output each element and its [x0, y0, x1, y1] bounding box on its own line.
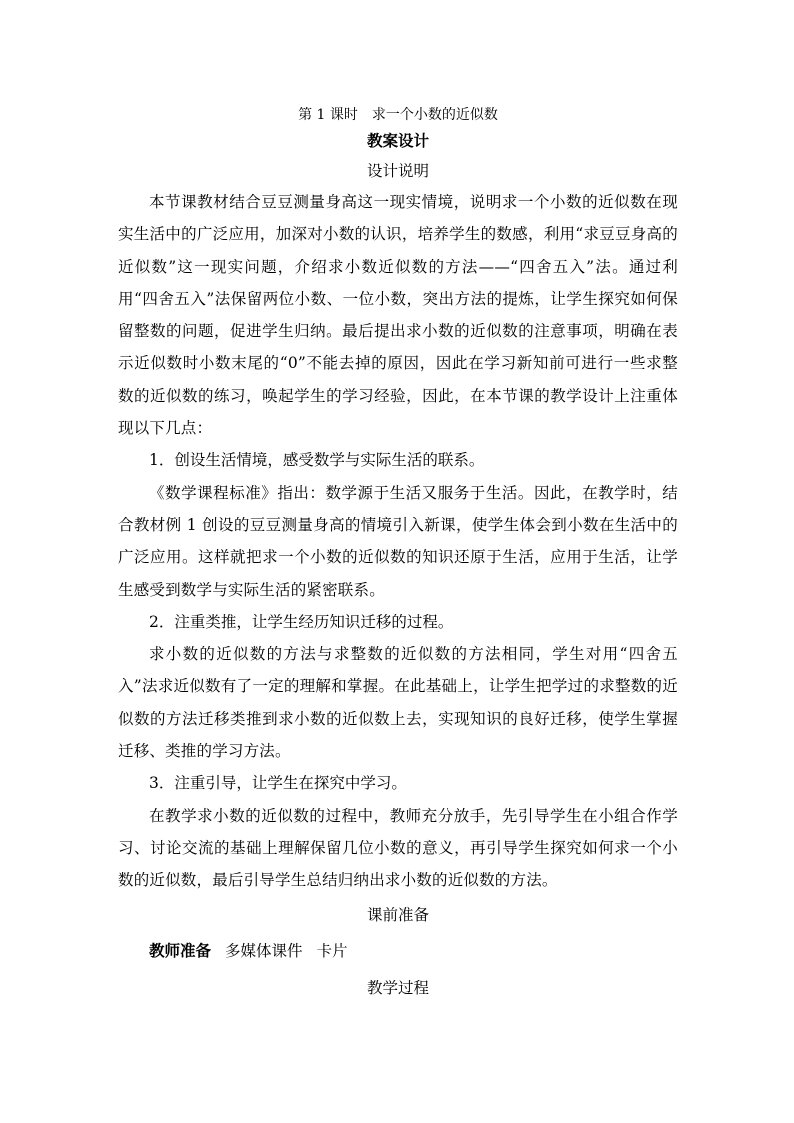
point-3-body: 在教学求小数的近似数的过程中，教师充分放手，先引导学生在小组合作学习、讨论交流的基础上理解保留几位小数的意义，再引导学生探究如何求一个小数的近似数，最后引导学生总结归纳出求小数的近似数的方法。	[118, 806, 678, 890]
teacher-prep-item: 多媒体课件	[225, 941, 303, 960]
teacher-prep-item: 卡片	[316, 941, 348, 960]
preparation-heading: 课前准备	[366, 905, 429, 924]
lesson-plan-page	[118, 104, 678, 1007]
intro-paragraph: 本节课教材结合豆豆测量身高这一现实情境，说明求一个小数的近似数在现实生活中的广泛应用，加深对小数的认识，培养学生的数感，利用“求豆豆身高的近似数”这一现实问题，介绍求小数近似数的方法——“四舍五入”法。通过利用“四舍五入”法保留两位小数、一位小数，突出方法的提炼，让学生探究如何保留整数的问题，促进学生归纳。最后提出求小数的近似数的注意事项，明确在表示近似数时小数末尾的“0”不能去掉的原因，因此在学习新知前可进行一些求整数的近似数的练习，唤起学生的学习经验，因此，在本节课的教学设计上注重体现以下几点：	[118, 193, 678, 438]
teacher-prep-label: 教师准备	[149, 940, 212, 960]
point-2-body: 求小数的近似数的方法与求整数的近似数的方法相同，学生对用“四舍五入”法求近似数有了一定的理解和掌握。在此基础上，让学生把学过的求整数的近似数的方法迁移类推到求小数的近似数上去，实现知识的良好迁移，使学生掌握迁移、类推的学习方法。	[118, 645, 678, 761]
point-3-heading: 3．注重引导，让学生在探究中学习。	[149, 774, 407, 793]
process-heading: 教学过程	[366, 978, 429, 997]
lesson-title: 第 1 课时 求一个小数的近似数	[298, 107, 498, 123]
point-1-heading: 1．创设生活情境，感受数学与实际生活的联系。	[149, 451, 485, 470]
teacher-prep-line	[118, 933, 678, 969]
plan-heading: 教案设计	[366, 131, 429, 150]
point-1-body: 《数学课程标准》指出：数学源于生活又服务于生活。因此，在教学时，结合教材例 1 创设的豆豆测量身高的情境引入新课，使学生体会到小数在生活中的广泛应用。这样就把求一个小数的近似数的知识还原于生活，应用于生活，让学生感受到数学与实际生活的紧密联系。	[118, 483, 678, 599]
point-2-heading: 2．注重类推，让学生经历知识迁移的过程。	[149, 612, 454, 631]
design-notes-heading: 设计说明	[366, 162, 429, 180]
